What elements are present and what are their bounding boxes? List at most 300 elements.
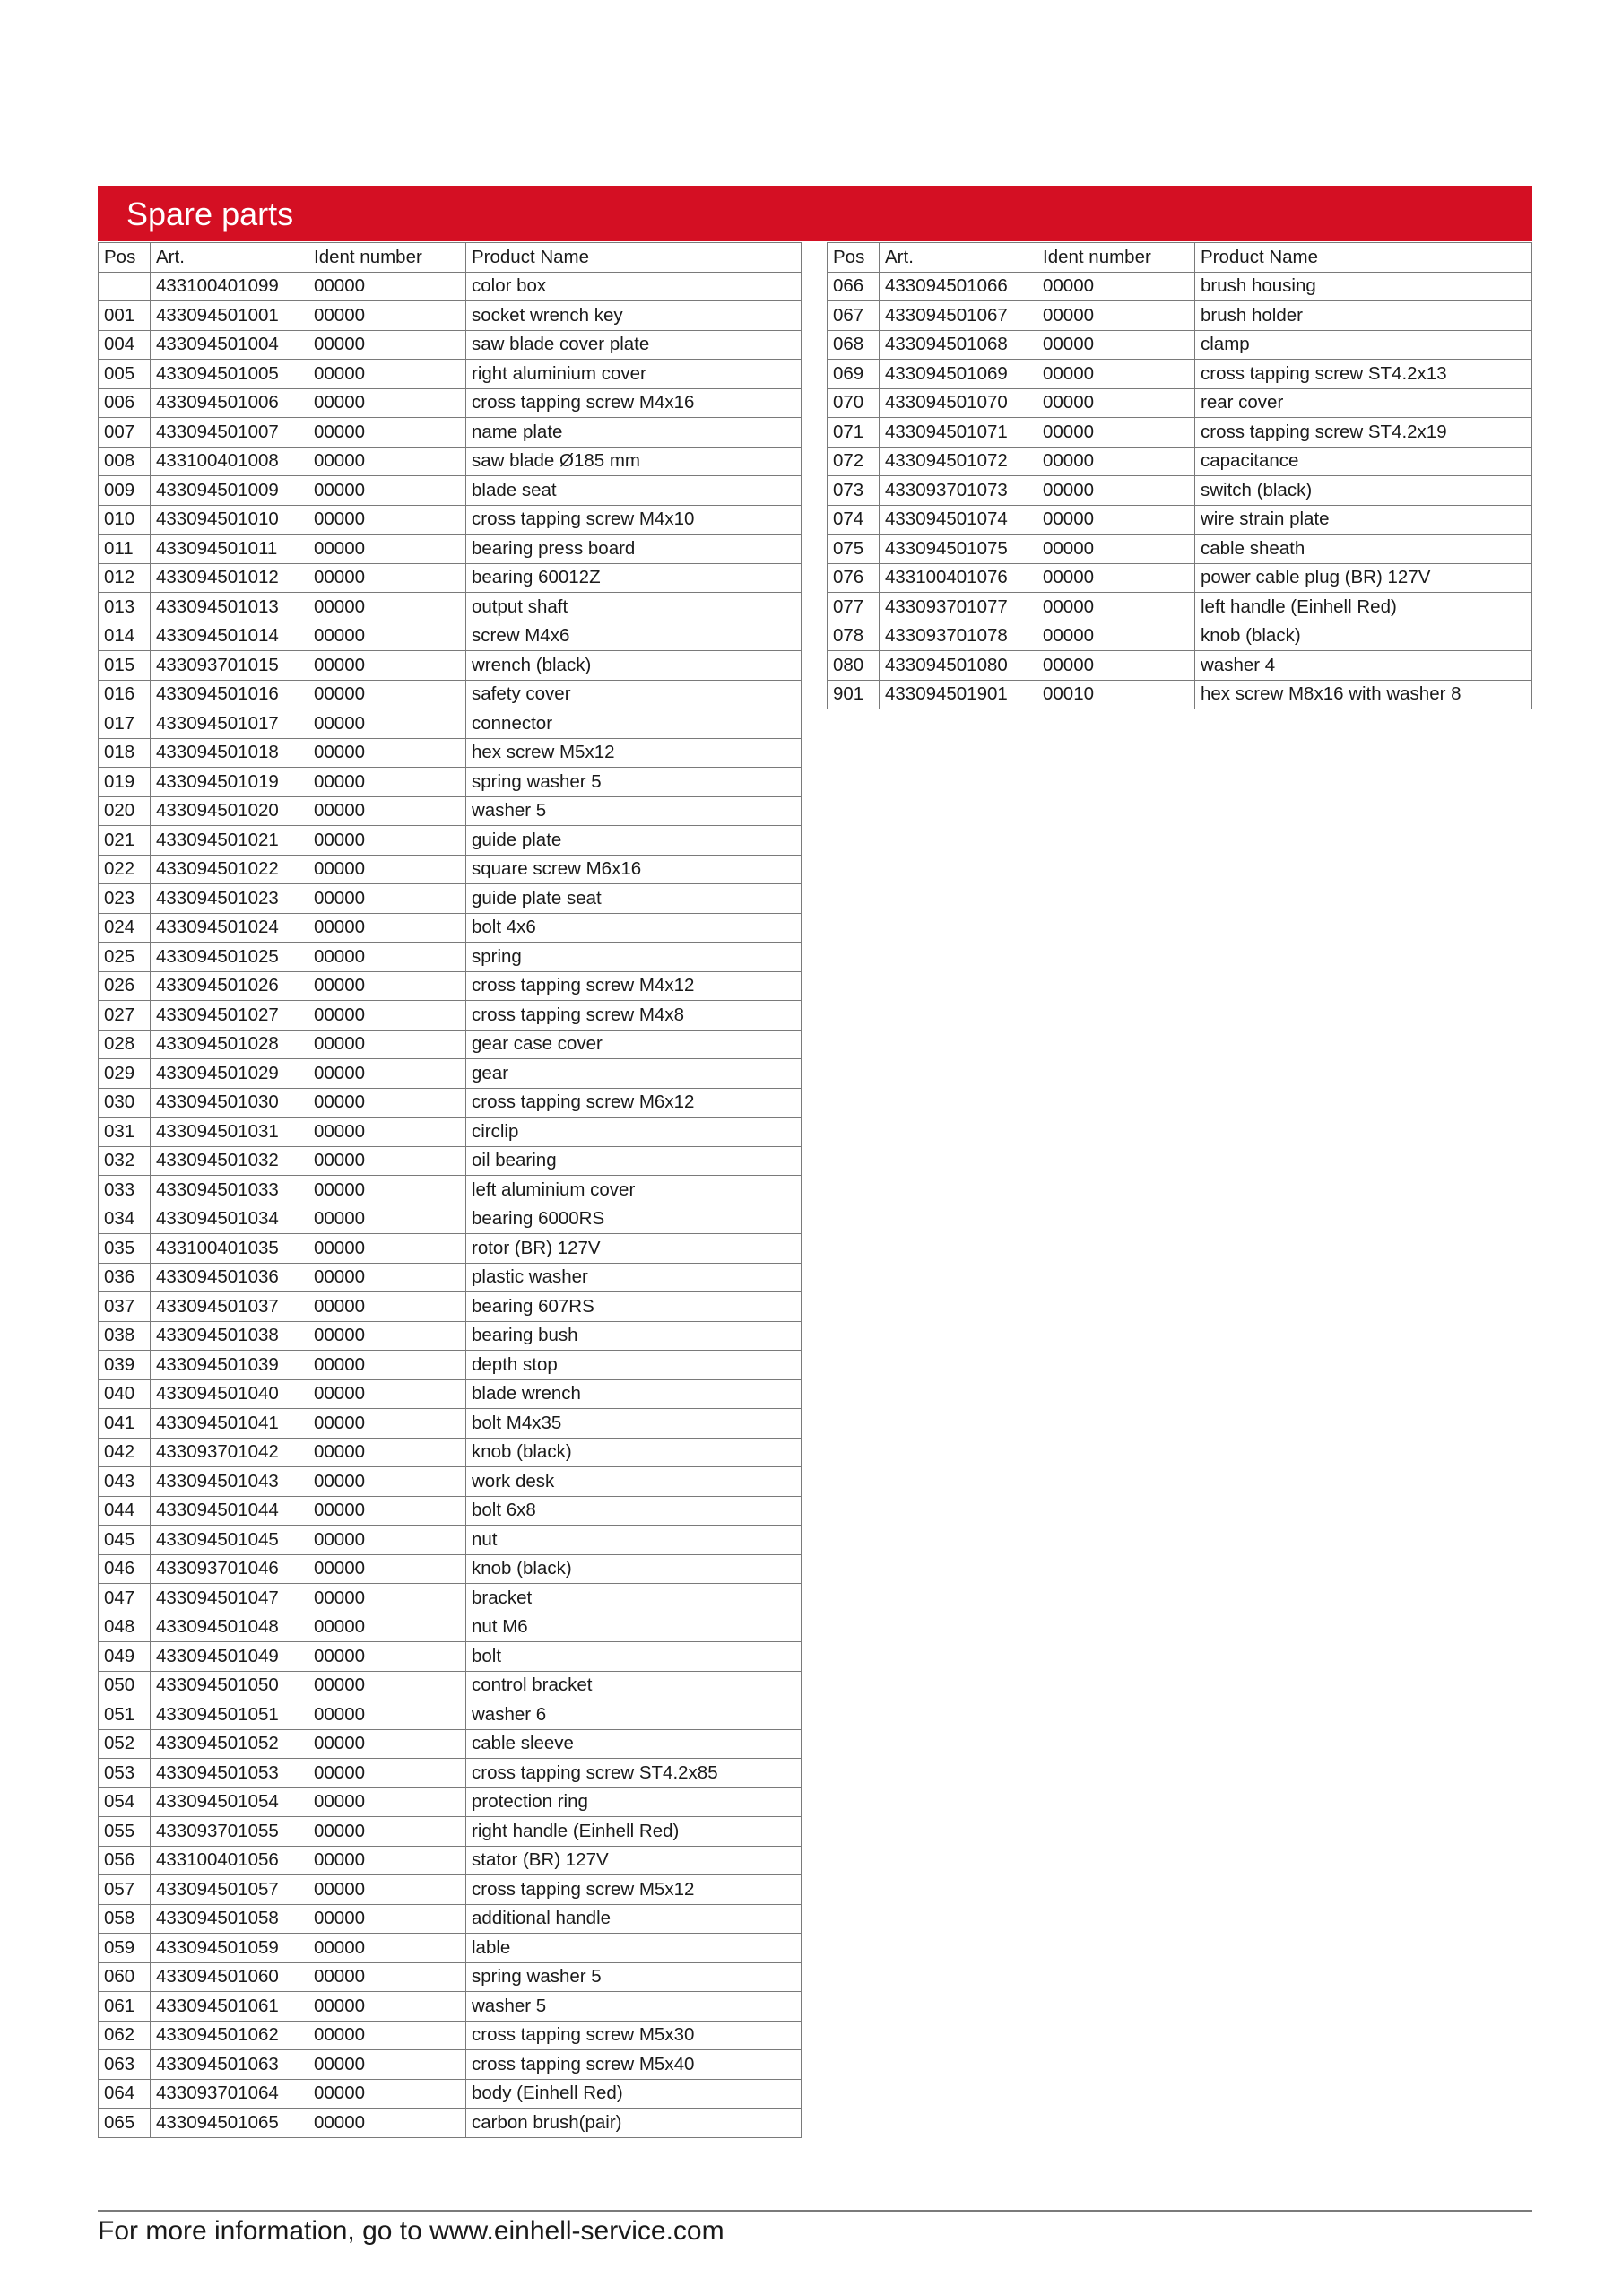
cell-pos: 074 (828, 505, 880, 535)
cell-art: 433094501034 (151, 1205, 308, 1234)
table-row (99, 1351, 802, 1380)
cell-pos: 059 (99, 1934, 151, 1963)
cell-product-name: washer 5 (466, 1992, 802, 2022)
cell-product-name: cross tapping screw M5x12 (466, 1875, 802, 1905)
cell-art: 433094501062 (151, 2021, 308, 2050)
cell-art: 433094501060 (151, 1962, 308, 1992)
column-header-product-name: Product Name (466, 243, 802, 273)
cell-pos: 014 (99, 622, 151, 651)
cell-pos: 027 (99, 1001, 151, 1031)
table-row (99, 1817, 802, 1847)
cell-ident-number: 00000 (308, 971, 466, 1001)
table-row (99, 1409, 802, 1439)
cell-pos: 063 (99, 2050, 151, 2080)
cell-ident-number: 00000 (308, 1146, 466, 1176)
cell-pos: 080 (828, 651, 880, 681)
cell-pos: 026 (99, 971, 151, 1001)
table-row (828, 447, 1532, 476)
cell-art: 433093701055 (151, 1817, 308, 1847)
cell-art: 433093701073 (880, 476, 1037, 506)
cell-product-name: washer 6 (466, 1700, 802, 1730)
cell-product-name: lable (466, 1934, 802, 1963)
table-row (99, 1234, 802, 1264)
cell-art: 433094501027 (151, 1001, 308, 1031)
cell-pos: 005 (99, 360, 151, 389)
table-row (828, 360, 1532, 389)
footer-divider (98, 2210, 1532, 2212)
cell-ident-number: 00000 (308, 1904, 466, 1934)
cell-pos: 061 (99, 1992, 151, 2022)
table-row (99, 1379, 802, 1409)
table-row (99, 360, 802, 389)
cell-ident-number: 00000 (1037, 535, 1195, 564)
cell-art: 433093701042 (151, 1438, 308, 1467)
cell-art: 433100401076 (880, 563, 1037, 593)
table-row (99, 301, 802, 331)
cell-art: 433094501012 (151, 563, 308, 593)
cell-pos: 038 (99, 1321, 151, 1351)
table-row (99, 1934, 802, 1963)
cell-art: 433094501018 (151, 738, 308, 768)
table-row (828, 593, 1532, 622)
cell-product-name: switch (black) (1195, 476, 1532, 506)
cell-product-name: right handle (Einhell Red) (466, 1817, 802, 1847)
cell-product-name: safety cover (466, 680, 802, 709)
cell-art: 433094501009 (151, 476, 308, 506)
cell-art: 433094501044 (151, 1496, 308, 1526)
table-row (99, 388, 802, 418)
cell-ident-number: 00000 (308, 272, 466, 301)
cell-art: 433094501023 (151, 884, 308, 914)
cell-product-name: bolt 4x6 (466, 913, 802, 943)
cell-ident-number: 00000 (308, 563, 466, 593)
cell-art: 433094501051 (151, 1700, 308, 1730)
cell-pos: 071 (828, 418, 880, 448)
cell-ident-number: 00000 (308, 2109, 466, 2138)
cell-ident-number: 00000 (308, 1059, 466, 1089)
cell-pos: 013 (99, 593, 151, 622)
cell-product-name: bearing 607RS (466, 1292, 802, 1322)
table-row (99, 1671, 802, 1700)
column-header-art: Art. (151, 243, 308, 273)
cell-art: 433094501048 (151, 1613, 308, 1642)
cell-pos: 029 (99, 1059, 151, 1089)
cell-art: 433094501030 (151, 1088, 308, 1118)
table-row (99, 1438, 802, 1467)
cell-pos: 024 (99, 913, 151, 943)
cell-art: 433093701064 (151, 2079, 308, 2109)
cell-ident-number: 00000 (308, 1001, 466, 1031)
table-row (828, 330, 1532, 360)
table-row (828, 301, 1532, 331)
cell-art: 433094501025 (151, 943, 308, 972)
cell-ident-number: 00000 (308, 651, 466, 681)
cell-art: 433094501037 (151, 1292, 308, 1322)
cell-ident-number: 00000 (308, 913, 466, 943)
cell-art: 433094501033 (151, 1176, 308, 1205)
cell-art: 433094501052 (151, 1729, 308, 1759)
table-row (99, 1467, 802, 1497)
cell-pos: 009 (99, 476, 151, 506)
cell-ident-number: 00000 (1037, 388, 1195, 418)
cell-ident-number: 00000 (308, 2079, 466, 2109)
cell-pos: 057 (99, 1875, 151, 1905)
cell-ident-number: 00000 (308, 943, 466, 972)
table-row (828, 388, 1532, 418)
table-row (99, 913, 802, 943)
cell-art: 433094501057 (151, 1875, 308, 1905)
table-row (99, 651, 802, 681)
cell-pos: 047 (99, 1584, 151, 1613)
cell-pos: 039 (99, 1351, 151, 1380)
cell-product-name: bolt 6x8 (466, 1496, 802, 1526)
table-row (99, 1700, 802, 1730)
cell-ident-number: 00000 (308, 1962, 466, 1992)
cell-ident-number: 00000 (308, 1817, 466, 1847)
table-row (99, 1118, 802, 1147)
cell-product-name: cross tapping screw ST4.2x13 (1195, 360, 1532, 389)
column-header-art: Art. (880, 243, 1037, 273)
column-header-ident: Ident number (308, 243, 466, 273)
cell-product-name: power cable plug (BR) 127V (1195, 563, 1532, 593)
cell-ident-number: 00000 (308, 884, 466, 914)
cell-art: 433093701046 (151, 1554, 308, 1584)
cell-pos: 077 (828, 593, 880, 622)
cell-art: 433094501065 (151, 2109, 308, 2138)
cell-product-name: circlip (466, 1118, 802, 1147)
cell-pos: 010 (99, 505, 151, 535)
table-row (828, 505, 1532, 535)
cell-product-name: color box (466, 272, 802, 301)
cell-pos: 017 (99, 709, 151, 739)
cell-art: 433094501026 (151, 971, 308, 1001)
cell-product-name: additional handle (466, 1904, 802, 1934)
table-header-row (828, 243, 1532, 273)
table-row (828, 272, 1532, 301)
cell-product-name: knob (black) (466, 1438, 802, 1467)
cell-art: 433094501054 (151, 1787, 308, 1817)
table-row (828, 418, 1532, 448)
cell-art: 433094501075 (880, 535, 1037, 564)
cell-product-name: square screw M6x16 (466, 855, 802, 884)
cell-product-name: cross tapping screw M6x12 (466, 1088, 802, 1118)
cell-pos: 051 (99, 1700, 151, 1730)
cell-art: 433094501070 (880, 388, 1037, 418)
cell-ident-number: 00000 (1037, 476, 1195, 506)
cell-product-name: hex screw M5x12 (466, 738, 802, 768)
table-row (99, 1759, 802, 1788)
cell-product-name: blade wrench (466, 1379, 802, 1409)
cell-pos: 075 (828, 535, 880, 564)
cell-product-name: bolt M4x35 (466, 1409, 802, 1439)
table-row (99, 709, 802, 739)
cell-pos: 076 (828, 563, 880, 593)
cell-pos: 011 (99, 535, 151, 564)
cell-product-name: left handle (Einhell Red) (1195, 593, 1532, 622)
table-row (99, 943, 802, 972)
cell-ident-number: 00000 (308, 680, 466, 709)
cell-product-name: cross tapping screw M5x30 (466, 2021, 802, 2050)
cell-product-name: blade seat (466, 476, 802, 506)
cell-product-name: cross tapping screw M4x16 (466, 388, 802, 418)
cell-pos: 032 (99, 1146, 151, 1176)
table-row (99, 1584, 802, 1613)
cell-product-name: oil bearing (466, 1146, 802, 1176)
table-row (99, 535, 802, 564)
cell-product-name: protection ring (466, 1787, 802, 1817)
cell-pos: 067 (828, 301, 880, 331)
cell-art: 433093701078 (880, 622, 1037, 651)
cell-pos: 025 (99, 943, 151, 972)
table-row (99, 884, 802, 914)
cell-product-name: gear case cover (466, 1030, 802, 1059)
cell-ident-number: 00000 (308, 1700, 466, 1730)
table-row (828, 680, 1532, 709)
table-row (99, 1526, 802, 1555)
table-row (99, 447, 802, 476)
table-row (99, 1030, 802, 1059)
cell-art: 433094501001 (151, 301, 308, 331)
cell-ident-number: 00000 (308, 1379, 466, 1409)
cell-pos: 035 (99, 1234, 151, 1264)
table-row (99, 1962, 802, 1992)
spare-parts-table-left (98, 242, 802, 2138)
cell-product-name: socket wrench key (466, 301, 802, 331)
cell-pos: 066 (828, 272, 880, 301)
cell-product-name: gear (466, 1059, 802, 1089)
cell-ident-number: 00000 (308, 535, 466, 564)
cell-art: 433094501020 (151, 796, 308, 826)
cell-ident-number: 00000 (308, 330, 466, 360)
cell-pos: 073 (828, 476, 880, 506)
cell-art: 433100401056 (151, 1846, 308, 1875)
cell-pos: 072 (828, 447, 880, 476)
cell-ident-number: 00000 (308, 1875, 466, 1905)
cell-product-name: bearing 60012Z (466, 563, 802, 593)
cell-pos: 004 (99, 330, 151, 360)
cell-art: 433094501045 (151, 1526, 308, 1555)
cell-art: 433094501036 (151, 1263, 308, 1292)
cell-ident-number: 00000 (308, 2021, 466, 2050)
cell-product-name: depth stop (466, 1351, 802, 1380)
cell-product-name: left aluminium cover (466, 1176, 802, 1205)
cell-art: 433094501041 (151, 1409, 308, 1439)
cell-ident-number: 00000 (308, 2050, 466, 2080)
cell-pos: 016 (99, 680, 151, 709)
cell-product-name: saw blade cover plate (466, 330, 802, 360)
table-row (99, 738, 802, 768)
cell-pos: 040 (99, 1379, 151, 1409)
table-row (99, 476, 802, 506)
table-row (828, 535, 1532, 564)
cell-ident-number: 00000 (308, 1729, 466, 1759)
cell-ident-number: 00000 (308, 1613, 466, 1642)
cell-product-name: nut M6 (466, 1613, 802, 1642)
cell-pos: 023 (99, 884, 151, 914)
cell-ident-number: 00000 (308, 447, 466, 476)
table-row (99, 1496, 802, 1526)
cell-ident-number: 00000 (308, 1467, 466, 1497)
cell-product-name: washer 4 (1195, 651, 1532, 681)
cell-ident-number: 00000 (308, 1584, 466, 1613)
cell-product-name: bearing 6000RS (466, 1205, 802, 1234)
table-row (99, 1875, 802, 1905)
cell-ident-number: 00000 (308, 1234, 466, 1264)
cell-ident-number: 00000 (308, 1321, 466, 1351)
cell-pos: 028 (99, 1030, 151, 1059)
cell-art: 433094501067 (880, 301, 1037, 331)
cell-product-name: guide plate seat (466, 884, 802, 914)
cell-ident-number: 00000 (308, 1263, 466, 1292)
cell-art: 433094501066 (880, 272, 1037, 301)
table-row (99, 1001, 802, 1031)
table-row (99, 1088, 802, 1118)
cell-ident-number: 00000 (308, 476, 466, 506)
cell-art: 433094501019 (151, 768, 308, 797)
cell-ident-number: 00000 (308, 1176, 466, 1205)
table-row (99, 1263, 802, 1292)
cell-art: 433094501080 (880, 651, 1037, 681)
cell-pos: 070 (828, 388, 880, 418)
cell-art: 433094501040 (151, 1379, 308, 1409)
table-row (828, 563, 1532, 593)
cell-art: 433094501059 (151, 1934, 308, 1963)
cell-art: 433093701077 (880, 593, 1037, 622)
cell-product-name: spring (466, 943, 802, 972)
cell-product-name: knob (black) (1195, 622, 1532, 651)
cell-ident-number: 00000 (1037, 505, 1195, 535)
cell-product-name: rear cover (1195, 388, 1532, 418)
cell-ident-number: 00000 (308, 1671, 466, 1700)
column-header-pos: Pos (99, 243, 151, 273)
cell-pos: 043 (99, 1467, 151, 1497)
cell-product-name: cable sheath (1195, 535, 1532, 564)
cell-product-name: cross tapping screw ST4.2x85 (466, 1759, 802, 1788)
cell-ident-number: 00000 (308, 1934, 466, 1963)
cell-product-name: stator (BR) 127V (466, 1846, 802, 1875)
column-header-ident: Ident number (1037, 243, 1195, 273)
table-row (99, 1642, 802, 1672)
cell-product-name: cross tapping screw M4x12 (466, 971, 802, 1001)
table-row (99, 1613, 802, 1642)
table-row (828, 476, 1532, 506)
cell-art: 433094501022 (151, 855, 308, 884)
cell-product-name: carbon brush(pair) (466, 2109, 802, 2138)
column-header-product-name: Product Name (1195, 243, 1532, 273)
cell-ident-number: 00000 (308, 301, 466, 331)
spare-parts-header (98, 186, 1532, 241)
cell-art: 433094501029 (151, 1059, 308, 1089)
footer-info-text: For more information, go to www.einhell-service.com (98, 2216, 724, 2246)
table-row (99, 1554, 802, 1584)
cell-product-name: cross tapping screw M4x10 (466, 505, 802, 535)
cell-product-name: guide plate (466, 826, 802, 856)
cell-ident-number: 00000 (308, 709, 466, 739)
cell-pos: 041 (99, 1409, 151, 1439)
table-row (99, 1176, 802, 1205)
cell-art: 433094501014 (151, 622, 308, 651)
cell-pos: 046 (99, 1554, 151, 1584)
cell-pos: 008 (99, 447, 151, 476)
cell-product-name: output shaft (466, 593, 802, 622)
cell-art: 433094501016 (151, 680, 308, 709)
cell-art: 433094501006 (151, 388, 308, 418)
table-row (828, 622, 1532, 651)
cell-pos: 020 (99, 796, 151, 826)
cell-product-name: work desk (466, 1467, 802, 1497)
spare-parts-table-right (827, 242, 1532, 709)
cell-art: 433094501068 (880, 330, 1037, 360)
cell-art: 433094501069 (880, 360, 1037, 389)
cell-product-name: clamp (1195, 330, 1532, 360)
cell-product-name: bearing bush (466, 1321, 802, 1351)
column-header-pos: Pos (828, 243, 880, 273)
cell-pos: 048 (99, 1613, 151, 1642)
cell-ident-number: 00000 (308, 1351, 466, 1380)
cell-art: 433094501032 (151, 1146, 308, 1176)
cell-product-name: spring washer 5 (466, 768, 802, 797)
cell-pos: 033 (99, 1176, 151, 1205)
cell-product-name: screw M4x6 (466, 622, 802, 651)
cell-ident-number: 00000 (308, 1992, 466, 2022)
cell-art: 433094501021 (151, 826, 308, 856)
cell-pos: 001 (99, 301, 151, 331)
table-row (99, 855, 802, 884)
cell-product-name: wrench (black) (466, 651, 802, 681)
cell-product-name: brush housing (1195, 272, 1532, 301)
cell-pos: 031 (99, 1118, 151, 1147)
cell-product-name: bolt (466, 1642, 802, 1672)
cell-pos: 030 (99, 1088, 151, 1118)
cell-art: 433094501047 (151, 1584, 308, 1613)
cell-art: 433094501071 (880, 418, 1037, 448)
table-row (99, 418, 802, 448)
cell-ident-number: 00000 (1037, 651, 1195, 681)
cell-art: 433094501063 (151, 2050, 308, 2080)
cell-art: 433094501031 (151, 1118, 308, 1147)
cell-ident-number: 00000 (308, 1846, 466, 1875)
table-row (99, 272, 802, 301)
cell-pos: 069 (828, 360, 880, 389)
cell-product-name: rotor (BR) 127V (466, 1234, 802, 1264)
cell-ident-number: 00000 (308, 1554, 466, 1584)
cell-ident-number: 00000 (308, 1088, 466, 1118)
cell-ident-number: 00000 (308, 1496, 466, 1526)
cell-ident-number: 00000 (308, 418, 466, 448)
cell-product-name: name plate (466, 418, 802, 448)
cell-pos: 068 (828, 330, 880, 360)
table-row (99, 680, 802, 709)
cell-ident-number: 00000 (1037, 330, 1195, 360)
cell-art: 433094501013 (151, 593, 308, 622)
cell-product-name: cross tapping screw M4x8 (466, 1001, 802, 1031)
cell-ident-number: 00000 (308, 593, 466, 622)
cell-pos: 052 (99, 1729, 151, 1759)
cell-product-name: spring washer 5 (466, 1962, 802, 1992)
table-row (99, 505, 802, 535)
cell-product-name: cross tapping screw ST4.2x19 (1195, 418, 1532, 448)
cell-ident-number: 00000 (1037, 272, 1195, 301)
cell-pos: 055 (99, 1817, 151, 1847)
cell-art: 433100401099 (151, 272, 308, 301)
table-row (99, 796, 802, 826)
cell-ident-number: 00000 (308, 1030, 466, 1059)
table-row (99, 971, 802, 1001)
cell-product-name: capacitance (1195, 447, 1532, 476)
cell-product-name: saw blade Ø185 mm (466, 447, 802, 476)
cell-art: 433094501053 (151, 1759, 308, 1788)
cell-ident-number: 00010 (1037, 680, 1195, 709)
